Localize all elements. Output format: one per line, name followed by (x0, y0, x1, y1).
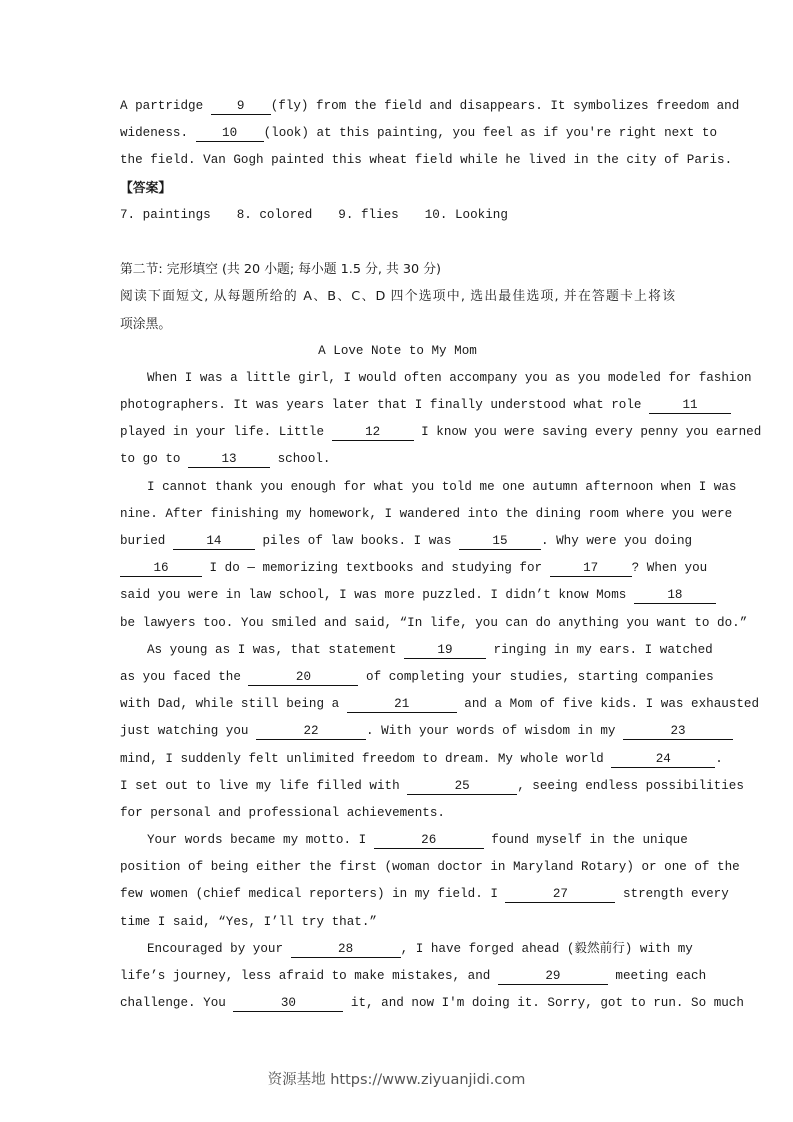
text-segment: few women (chief medical reporters) in my field. I (120, 887, 506, 902)
text-line (120, 936, 693, 963)
text-segment: time I said, “Yes, I’ll try that.” (120, 914, 377, 929)
text-segment: life’s journey, less afraid to make mistakes, and (120, 969, 498, 983)
text-line (120, 990, 744, 1017)
text-segment: ringing in my ears. I watched (485, 642, 713, 657)
text-segment: school. (270, 452, 331, 467)
blank-14: 14 (173, 534, 255, 550)
answer-item: 9. flies (338, 207, 399, 222)
answer-list (120, 202, 675, 229)
text-segment: ? When you (631, 561, 708, 576)
text-line (120, 365, 752, 392)
blank-17: 17 (550, 561, 632, 577)
text-line (120, 746, 723, 773)
text-segment: As young as I was, that statement (147, 642, 404, 657)
text-segment: with Dad, while still being a (120, 697, 347, 712)
answer-heading: 【答案】 (120, 180, 172, 196)
blank-30: 30 (233, 996, 343, 1012)
text-line (120, 691, 760, 718)
text-segment: . With your words of wisdom in my (366, 724, 624, 739)
blank-21: 21 (347, 697, 457, 713)
text-segment: When I was a little girl, I would often accompany you as you modeled for fashion (147, 370, 752, 385)
text-segment: . (715, 751, 723, 766)
text-segment: A partridge (120, 99, 211, 113)
text-segment: photographers. It was years later that I finally understood what role (120, 398, 650, 413)
blank-19: 19 (404, 643, 486, 659)
blank-23: 23 (623, 724, 733, 740)
blank-18: 18 (634, 588, 716, 604)
blank-12: 12 (332, 425, 414, 441)
blank-15: 15 (459, 534, 541, 550)
text-segment: wideness. (120, 126, 196, 141)
text-line (120, 718, 686, 745)
text-line (120, 120, 718, 147)
text-line (120, 909, 675, 936)
text-line (120, 800, 675, 827)
text-segment: I set out to live my life filled with (120, 778, 408, 793)
text-line (120, 446, 675, 473)
blank-24: 24 (611, 752, 715, 768)
text-segment: played in your life. Little (120, 425, 332, 440)
blank-11: 11 (649, 398, 731, 414)
text-line (120, 474, 737, 501)
text-segment: Your words became my motto. I (147, 833, 374, 848)
section-title: 第二节: 完形填空 (共 20 小题; 每小题 1.5 分, 共 30 分) (120, 262, 442, 278)
text-line (120, 528, 693, 555)
text-segment: to go to (120, 452, 189, 467)
watermark-footer: 资源基地 https://www.ziyuanjidi.com (267, 1072, 526, 1088)
text-line (120, 501, 733, 528)
text-segment: . Why were you doing (540, 534, 693, 548)
text-segment: position of being either the first (woman doctor in Maryland Rotary) or one of the (120, 860, 740, 875)
text-segment: and a Mom of five kids. I was exhausted (456, 697, 760, 712)
text-line (120, 773, 744, 800)
text-line (120, 664, 714, 691)
document-page (120, 93, 762, 1017)
blank-26: 26 (374, 833, 484, 849)
text-segment: as you faced the (120, 669, 249, 684)
text-segment: Encouraged by your (147, 941, 291, 956)
text-line (120, 610, 748, 637)
text-line (120, 147, 733, 174)
text-segment: , seeing endless possibilities (517, 778, 744, 793)
text-segment: the field. Van Gogh painted this wheat field while he lived in the city of Paris. (120, 153, 733, 168)
section-instructions: 阅读下面短文, 从每题所给的 A、B、C、D 四个选项中, 选出最佳选项, 并在答题卡上将该 (120, 289, 675, 305)
text-segment: found myself in the unique (483, 833, 688, 848)
text-segment: of completing your studies, starting companies (358, 669, 714, 684)
text-segment: piles of law books. I was (254, 534, 459, 548)
text-line (120, 881, 729, 908)
text-line (120, 963, 707, 990)
answer-item: 7. paintings (120, 207, 211, 222)
text-segment: said you were in law school, I was more puzzled. I didn’t know Moms (120, 588, 634, 603)
text-segment: nine. After finishing my homework, I wandered into the dining room where you were (120, 506, 733, 521)
passage-title: A Love Note to My Mom (318, 343, 477, 358)
text-line (120, 582, 683, 609)
blank-29: 29 (498, 969, 608, 985)
blank-25: 25 (407, 779, 517, 795)
text-segment: I do — memorizing textbooks and studying for (202, 561, 550, 576)
text-line (120, 637, 713, 664)
text-segment: strength every (615, 887, 729, 902)
text-segment: meeting each (607, 969, 707, 983)
blank-20: 20 (248, 670, 358, 686)
text-segment: challenge. You (120, 996, 234, 1011)
text-segment: I cannot thank you enough for what you told me one autumn afternoon when I was (147, 479, 737, 494)
text-segment: (look) at this painting, you feel as if you're right next to (263, 126, 718, 141)
answer-item: 10. Looking (424, 207, 508, 222)
blank-10: 10 (196, 126, 264, 142)
blank-27: 27 (505, 887, 615, 903)
text-line (120, 392, 698, 419)
text-segment: , I have forged ahead (毅然前行) with my (400, 941, 693, 956)
blank-9: 9 (211, 99, 271, 115)
text-segment: it, and now I'm doing it. Sorry, got to run. So much (343, 996, 744, 1011)
text-line (120, 93, 740, 120)
text-segment: be lawyers too. You smiled and said, “In life, you can do anything you want to do.” (120, 615, 748, 630)
blank-13: 13 (188, 452, 270, 468)
text-segment: for personal and professional achievements. (120, 805, 445, 820)
text-segment: buried (120, 534, 173, 548)
section-instructions-cont: 项涂黑。 (120, 316, 172, 332)
blank-16: 16 (120, 561, 202, 577)
text-segment: mind, I suddenly felt unlimited freedom to dream. My whole world (120, 751, 612, 766)
text-segment: just watching you (120, 724, 257, 739)
text-line (120, 854, 740, 881)
blank-22: 22 (256, 724, 366, 740)
text-line (120, 419, 762, 446)
text-line (120, 827, 688, 854)
text-line (120, 555, 708, 582)
blank-28: 28 (291, 942, 401, 958)
answer-item: 8. colored (236, 207, 313, 222)
spacer (120, 229, 675, 256)
text-segment: I know you were saving every penny you earned (413, 425, 762, 440)
text-segment: (fly) from the field and disappears. It symbolizes freedom and (270, 99, 740, 113)
